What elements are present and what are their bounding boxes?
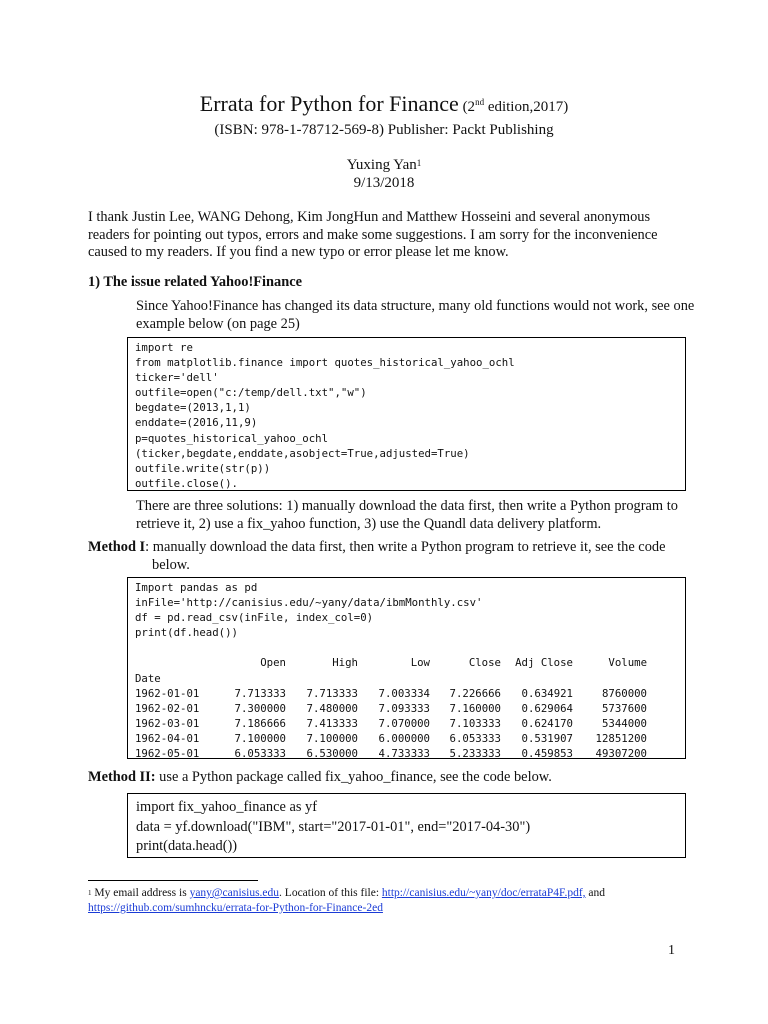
footnote: $^1$ My email address is yany@canisius.edu. Location of this file: http://canisius.edu/~yany/doc/errataP4F.pdf, and https://github.com/sumhncku/errata-for-Python-for-Finance-2ed: [88, 887, 606, 914]
table-row: 1962-04-01 7.100000 7.100000 6.000000 6.053333 0.531907 12851200: [135, 731, 647, 745]
code-line: df = pd.read_csv(inFile, index_col=0): [135, 611, 374, 625]
title-main: Errata for Python for Finance: [199, 91, 459, 116]
code-line: import re: [135, 341, 193, 354]
github-link[interactable]: https://github.com/sumhncku/errata-for-Python-for-Finance-2ed: [88, 902, 383, 914]
code-block-fix-yahoo: [127, 793, 686, 858]
code-line: enddate=(2016,11,9): [135, 416, 258, 430]
code-line: p=quotes_historical_yahoo_ochl: [135, 431, 329, 445]
section1-paragraph: Since Yahoo!Finance has changed its data structure, many old functions would not work, see one example below (on page 25): [136, 298, 695, 332]
table-header-row: Open High Low Close Adj Close Volume: [260, 656, 647, 670]
table-index-name-row: Date: [135, 671, 161, 685]
table-row: 1962-01-01 7.713333 7.713333 7.003334 7.226666 0.634921 8760000: [135, 686, 647, 700]
table-row: 1962-05-01 6.053333 6.530000 4.733333 5.233333 0.459853 49307200: [135, 747, 647, 761]
code-line: outfile.write(str(p)): [135, 461, 271, 475]
table-row: 1962-02-01 7.300000 7.480000 7.093333 7.160000 0.629064 5737600: [135, 701, 647, 715]
code-line: outfile=open("c:/temp/dell.txt","w"): [135, 386, 367, 400]
author-name: Yuxing Yan$^1$: [346, 157, 422, 173]
file-url-link[interactable]: http://canisius.edu/~yany/doc/errataP4F.pdf,: [381, 887, 586, 899]
code-line: inFile='http://canisius.edu/~yany/data/ibmMonthly.csv': [135, 596, 483, 610]
code-block-quotes: [127, 337, 686, 491]
method1-label: Method I: [88, 539, 146, 555]
code-line: Import pandas as pd: [135, 581, 258, 594]
email-link[interactable]: yany@canisius.edu: [189, 887, 280, 899]
code-line: from matplotlib.finance import quotes_historical_yahoo_ochl: [135, 356, 515, 370]
code-line: ticker='dell': [135, 371, 219, 385]
solutions-paragraph: There are three solutions: 1) manually download the data first, then write a Python program to retrieve it, 2) use a fix_yahoo function, 3) use the Quandl data delivery platform.: [136, 498, 678, 532]
method1-paragraph: Method I: manually download the data first, then write a Python program to retrieve it, see the code below.: [88, 539, 666, 573]
page-number: 1: [668, 943, 675, 958]
document-title: [0, 92, 768, 119]
code-line: print(df.head()): [135, 626, 238, 640]
code-line: import fix_yahoo_finance as yf: [136, 799, 318, 815]
isbn-publisher: (ISBN: 978-1-78712-569-8) Publisher: Packt Publishing: [214, 122, 554, 138]
footnote-divider: [88, 880, 258, 881]
section-heading: 1) The issue related Yahoo!Finance: [88, 274, 302, 290]
document-date: 9/13/2018: [353, 175, 415, 191]
code-line: data = yf.download("IBM", start="2017-01-01", end="2017-04-30"): [136, 818, 531, 835]
code-line: begdate=(2013,1,1): [135, 401, 251, 415]
code-line: outfile.close().: [135, 476, 238, 490]
table-row: 1962-03-01 7.186666 7.413333 7.070000 7.103333 0.624170 5344000: [135, 716, 647, 730]
method2-paragraph: Method II: use a Python package called fix_yahoo_finance, see the code below.: [88, 769, 552, 785]
footnote-ref: 1: [416, 158, 422, 168]
code-line: (ticker,begdate,enddate,asobject=True,adjusted=True): [135, 446, 470, 460]
title-edition: (2nd edition,2017): [458, 97, 569, 115]
method2-label: Method II:: [88, 769, 156, 785]
code-line: print(data.head()): [136, 838, 238, 854]
output-table: [128, 655, 685, 761]
code-block-pandas: [127, 577, 686, 759]
intro-paragraph: I thank Justin Lee, WANG Dehong, Kim JongHun and Matthew Hosseini and several anonymous readers for pointing out typos, errors and make some suggestions. I am sorry for the inconvenience caused to my readers. If you find a new typo or error please let me know.: [88, 209, 658, 260]
